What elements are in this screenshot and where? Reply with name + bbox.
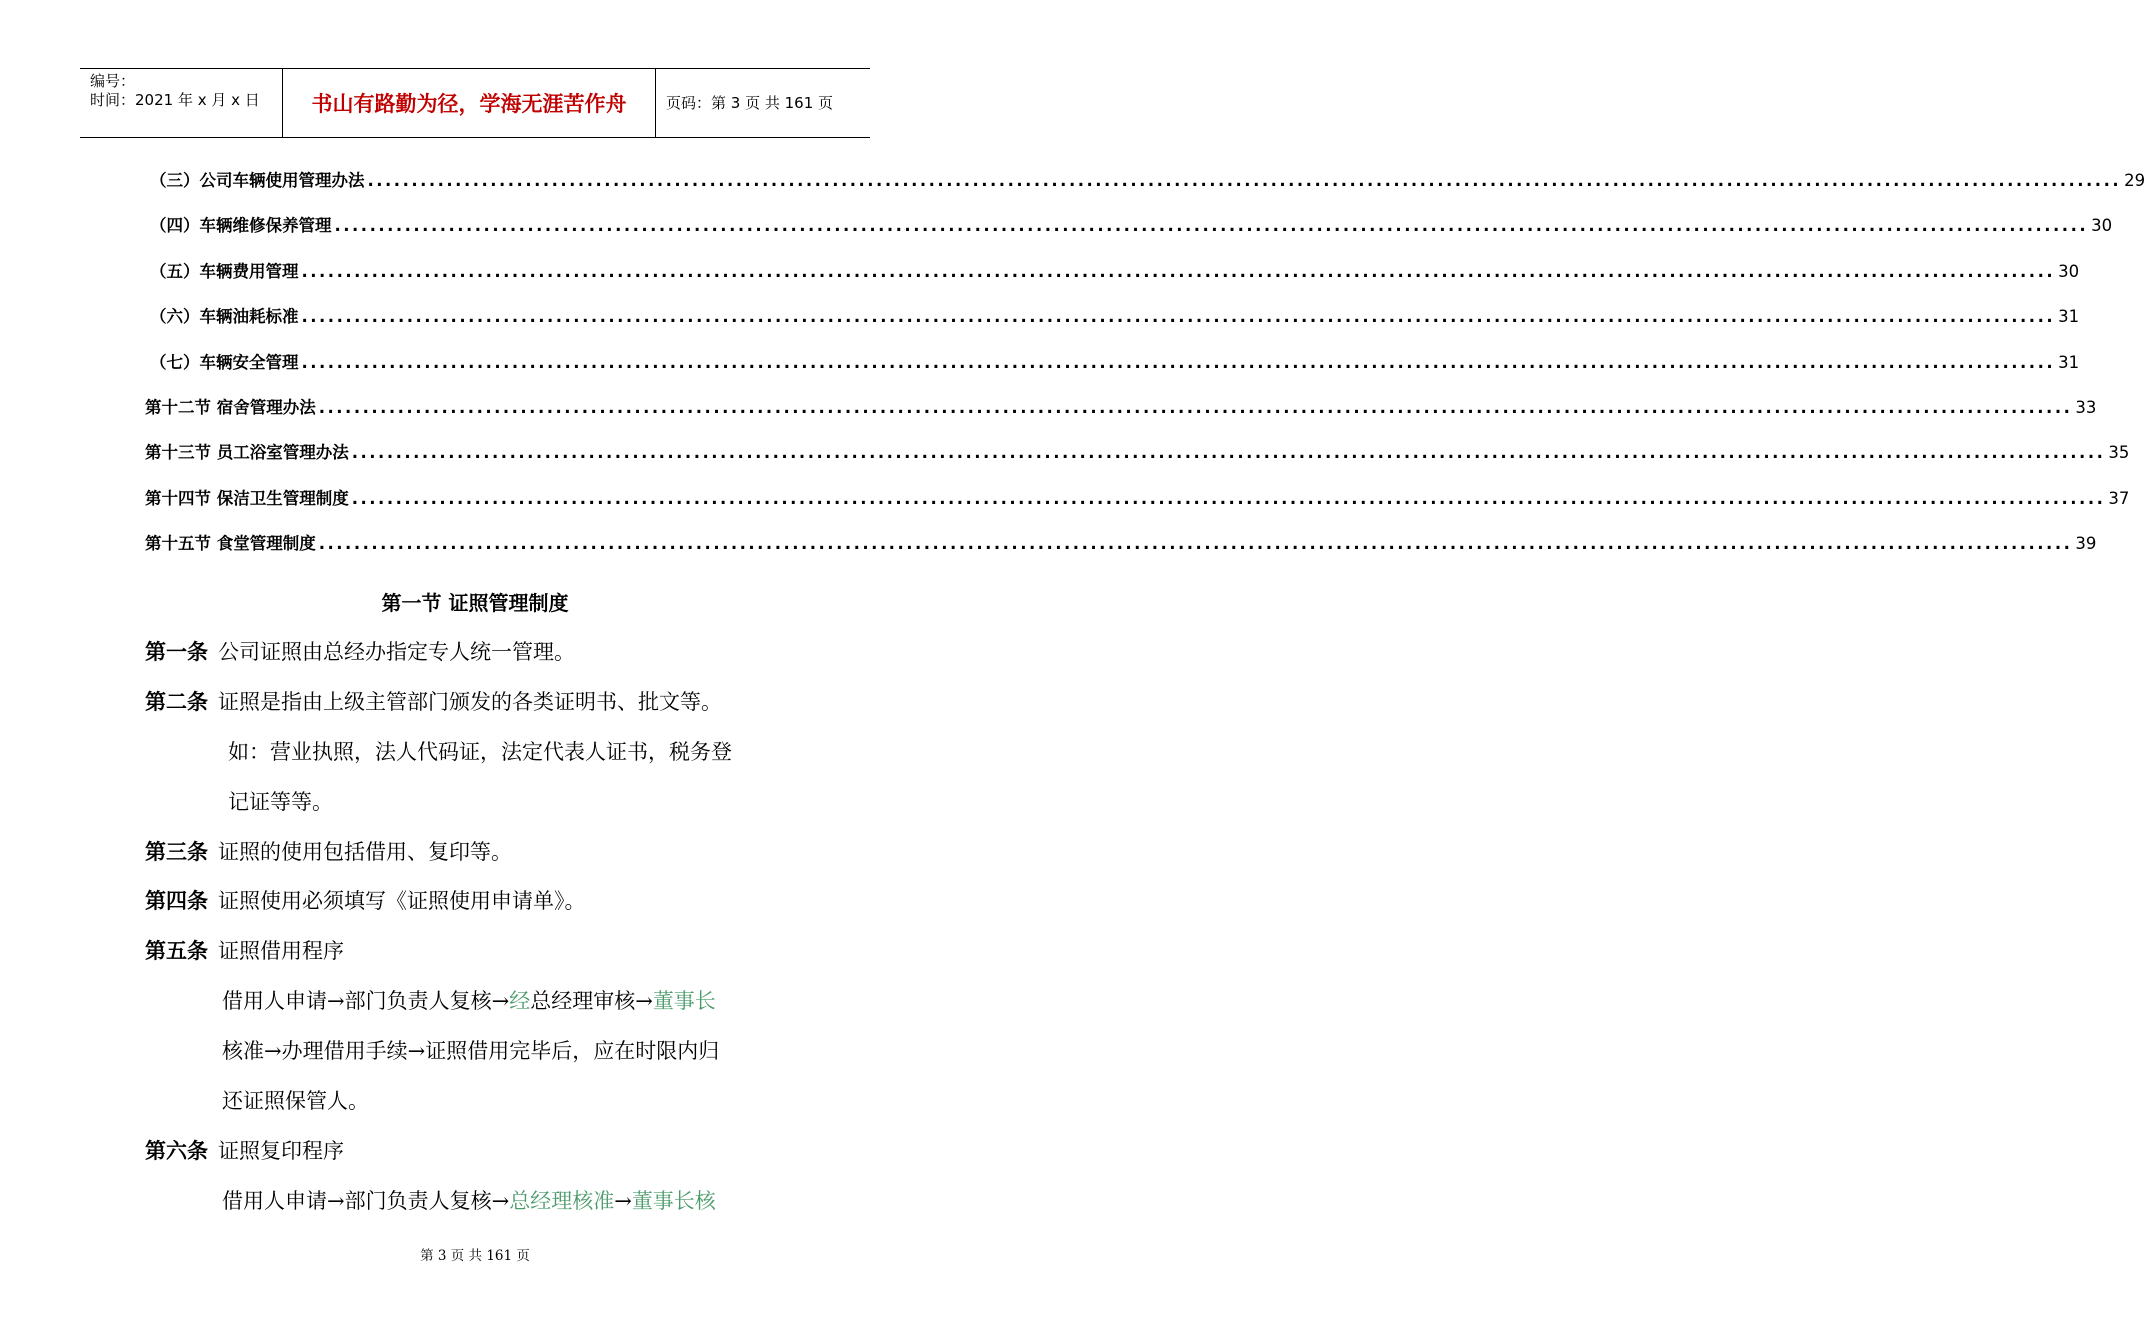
toc-entry-page: 30 [2091,216,2113,236]
toc-leader-dots: ........................................................................................................................................................................................................ [318,534,2073,554]
page-header [80,68,870,138]
table-of-contents [145,164,2145,573]
toc-entry-page: 31 [2058,352,2080,372]
toc-leader-dots: ........................................................................................................................................................................................................ [351,443,2106,463]
article-6-procedure-line-1 [222,1186,716,1216]
toc-entry[interactable] [145,527,2097,572]
toc-entry-page: 37 [2108,488,2130,508]
toc-entry[interactable] [145,255,2080,300]
article-label: 第一条 [145,640,208,664]
article-text: 公司证照由总经办指定专人统一管理。 [218,640,575,664]
toc-leader-dots: ........................................................................................................................................................................................................ [367,171,2122,190]
header-motto-cell [283,69,656,137]
toc-entry[interactable] [145,209,2113,254]
toc-entry-title: 第十五节 食堂管理制度 [145,534,316,554]
toc-entry-page: 33 [2075,397,2097,417]
toc-entry-page: 29 [2124,171,2145,190]
page-footer: 第 3 页 共 161 页 [420,1248,530,1264]
toc-entry[interactable] [145,346,2080,391]
article-5-procedure-line-1 [222,986,716,1016]
toc-entry[interactable] [145,164,2145,209]
article-4 [145,886,586,916]
article-2-continuation-1: 如：营业执照，法人代码证，法定代表人证书，税务登 [228,740,732,764]
header-meta-cell [80,69,283,137]
procedure-highlight: 总经理核准 [509,1189,615,1213]
toc-entry-title: 第十二节 宿舍管理办法 [145,397,316,417]
toc-leader-dots: ........................................................................................................................................................................................................ [351,488,2106,508]
toc-entry-page: 31 [2058,307,2080,327]
procedure-highlight: 董事长核 [631,1189,716,1213]
article-1 [145,637,575,667]
article-5-procedure-line-3: 还证照保管人。 [222,1089,369,1113]
toc-entry-page: 39 [2075,534,2097,554]
toc-entry-page: 35 [2108,443,2130,463]
toc-entry-page: 30 [2058,261,2080,281]
toc-entry[interactable] [145,436,2130,481]
motto: 书山有路勤为径，学海无涯苦作舟 [311,91,627,116]
toc-entry[interactable] [145,300,2080,345]
document-date: 时间：2021 年 x 月 x 日 [90,91,260,109]
toc-entry[interactable] [145,482,2130,527]
article-label: 第三条 [145,840,208,864]
toc-entry-title: （四）车辆维修保养管理 [150,216,332,236]
article-label: 第五条 [145,939,208,963]
article-6 [145,1136,344,1166]
article-label: 第四条 [145,889,208,913]
article-label: 第二条 [145,690,208,714]
article-text: 证照是指由上级主管部门颁发的各类证明书、批文等。 [218,690,722,714]
article-5 [145,936,344,966]
procedure-segment: 借用人申请→部门负责人复核→ [222,1189,510,1213]
document-number: 编号： [90,72,136,90]
toc-entry-title: 第十三节 员工浴室管理办法 [145,443,349,463]
article-text: 证照的使用包括借用、复印等。 [218,840,512,864]
toc-leader-dots: ........................................................................................................................................................................................................ [334,216,2089,236]
toc-leader-dots: ........................................................................................................................................................................................................ [301,352,2056,372]
procedure-segment: 总经理审核→ [530,989,653,1013]
article-text: 证照借用程序 [218,939,344,963]
toc-leader-dots: ........................................................................................................................................................................................................ [301,261,2056,281]
procedure-segment: 借用人申请→部门负责人复核→ [222,989,510,1013]
toc-entry-title: （七）车辆安全管理 [150,352,299,372]
procedure-segment: → [614,1189,632,1213]
article-5-procedure-line-2: 核准→办理借用手续→证照借用完毕后，应在时限内归 [222,1039,720,1063]
article-text: 证照使用必须填写《证照使用申请单》。 [218,889,586,913]
article-2 [145,687,722,717]
toc-entry-title: （六）车辆油耗标准 [150,307,299,327]
toc-leader-dots: ........................................................................................................................................................................................................ [301,307,2056,327]
toc-leader-dots: ........................................................................................................................................................................................................ [318,397,2073,417]
procedure-highlight: 董事长 [652,989,716,1013]
procedure-highlight: 经 [509,989,531,1013]
toc-entry-title: （三）公司车辆使用管理办法 [150,171,365,190]
toc-entry-title: （五）车辆费用管理 [150,261,299,281]
section-title: 第一节 证照管理制度 [381,591,569,615]
toc-entry[interactable] [145,391,2097,436]
header-page-cell [656,69,870,137]
article-3 [145,837,512,867]
article-label: 第六条 [145,1139,208,1163]
article-2-continuation-2: 记证等等。 [228,790,333,814]
toc-entry-title: 第十四节 保洁卫生管理制度 [145,488,349,508]
article-text: 证照复印程序 [218,1139,344,1163]
page-indicator: 页码：第 3 页 共 161 页 [666,94,834,112]
